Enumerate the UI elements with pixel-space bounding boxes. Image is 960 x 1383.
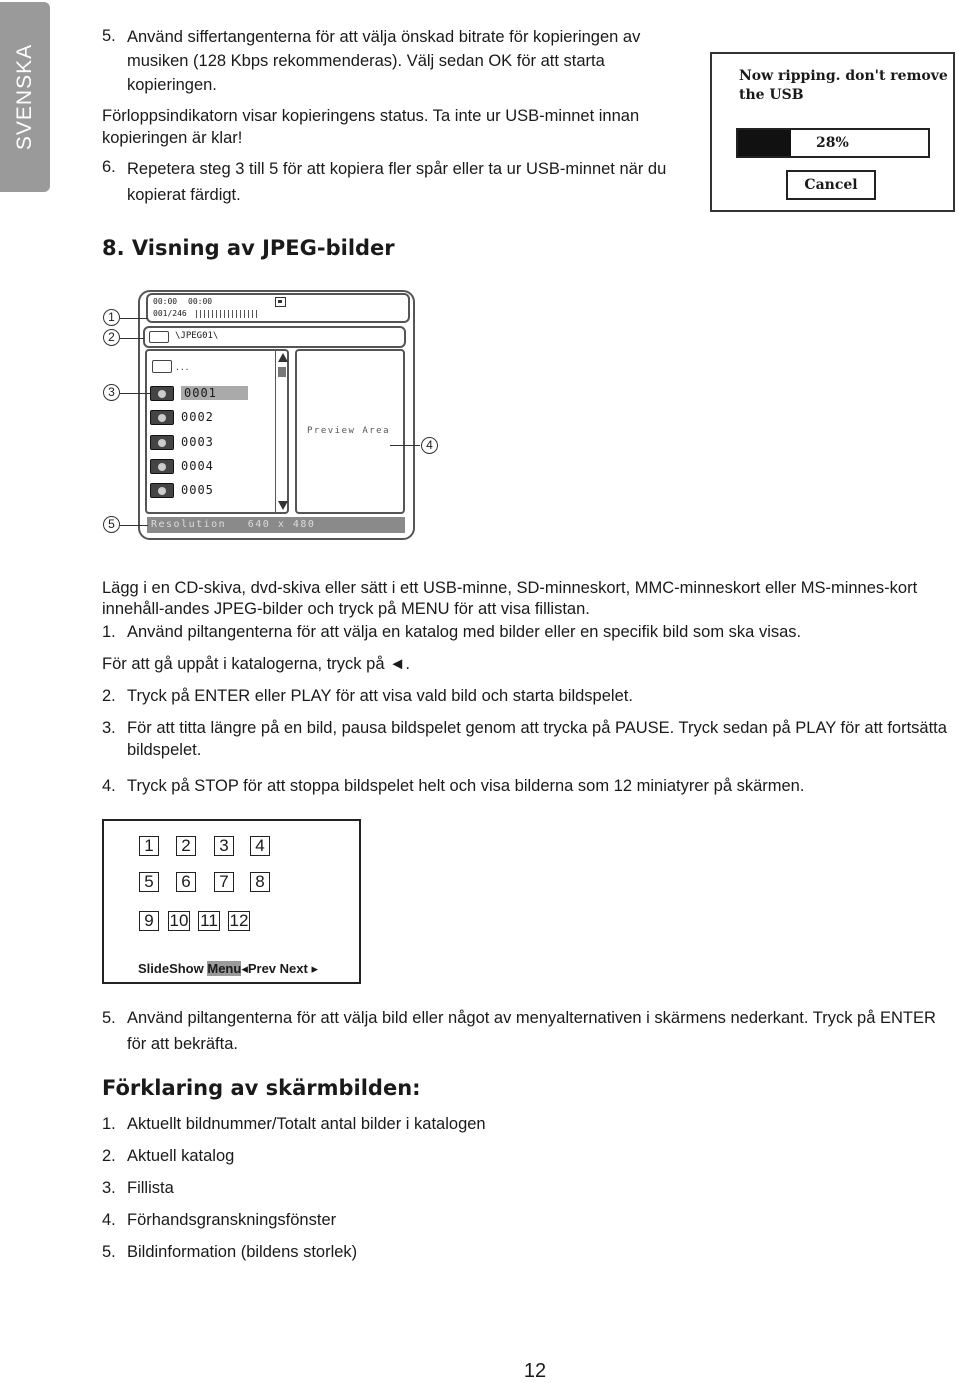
time-left: 00:00 <box>153 297 178 306</box>
thumbnail-9[interactable]: 9 <box>139 911 159 931</box>
prev-button[interactable]: ◂Prev <box>241 961 277 976</box>
step-text: Använd piltangenterna för att välja bild eller något av menyalternativen i skärmens nederkant. Tryck på ENTER för att bekräfta. <box>127 1009 936 1053</box>
scroll-thumb[interactable] <box>278 367 286 377</box>
thumbnail-6[interactable]: 6 <box>176 872 196 892</box>
thumbnail-7[interactable]: 7 <box>214 872 234 892</box>
legend-number: 2. <box>102 1147 116 1165</box>
legend-text: Aktuellt bildnummer/Totalt antal bilder i katalogen <box>127 1115 486 1133</box>
cancel-button[interactable]: Cancel <box>786 170 876 200</box>
time-right: 00:00 <box>188 297 213 306</box>
step-text: Använd piltangenterna för att välja en katalog med bilder eller en specifik bild som ska visas. <box>127 623 802 641</box>
step-number: 1. <box>102 623 116 641</box>
legend-item <box>102 1177 702 1209</box>
scroll-up-icon[interactable] <box>278 353 288 362</box>
ripping-message: Now ripping. don't remove the USB <box>739 68 948 103</box>
leader-line <box>120 393 150 394</box>
status-bar <box>146 293 410 323</box>
file-item[interactable] <box>150 457 220 475</box>
callout-4: 4 <box>421 437 438 454</box>
step-1 <box>102 621 952 643</box>
thumbnail-10[interactable]: 10 <box>169 911 189 930</box>
menu-button[interactable]: Menu <box>207 961 242 976</box>
leader-line <box>120 525 148 526</box>
legend-heading: Förklaring av skärmbilden: <box>102 1076 421 1100</box>
step-5 <box>102 25 672 97</box>
next-button[interactable]: Next ▸ <box>279 961 318 976</box>
legend-number: 5. <box>102 1243 116 1261</box>
stop-icon <box>275 297 286 307</box>
thumbnail-3[interactable]: 3 <box>214 836 234 856</box>
resolution-value: 640 x 480 <box>247 519 316 530</box>
ripping-progress-bar <box>736 128 930 158</box>
thumbnail-1[interactable]: 1 <box>139 836 159 856</box>
thumbnail-11[interactable]: 11 <box>198 911 220 931</box>
legend-text: Aktuell katalog <box>127 1147 235 1165</box>
legend-item <box>102 1241 702 1273</box>
callout-1: 1 <box>103 309 120 326</box>
scroll-down-icon[interactable] <box>278 501 288 510</box>
legend-number: 3. <box>102 1179 116 1197</box>
legend-text: Fillista <box>127 1179 174 1197</box>
legend-item <box>102 1113 702 1145</box>
image-file-icon <box>150 435 174 450</box>
leader-line <box>390 445 420 446</box>
legend-item <box>102 1209 702 1241</box>
resolution-label: Resolution <box>151 519 227 530</box>
language-tab <box>0 2 50 192</box>
image-file-icon <box>150 483 174 498</box>
step-text: Använd siffertangenterna för att välja önskad bitrate för kopieringen av musiken (128 Kbps rekommenderas). Välj sedan OK för att starta kopieringen. <box>127 28 641 94</box>
image-file-icon <box>150 410 174 425</box>
language-tab-label: SVENSKA <box>13 43 36 151</box>
legend-item <box>102 1145 702 1177</box>
step-2 <box>102 685 952 707</box>
folder-icon <box>149 331 169 343</box>
legend-number: 1. <box>102 1115 116 1133</box>
file-name: 0005 <box>181 483 214 497</box>
resolution-bar <box>147 517 405 533</box>
file-name: 0004 <box>181 459 214 473</box>
legend-text: Bildinformation (bildens storlek) <box>127 1243 358 1261</box>
intro-paragraph: Lägg i en CD-skiva, dvd-skiva eller sätt i ett USB-minne, SD-minneskort, MMC-minneskort eller MS-minnes-kort innehåll-andes JPEG-bilder och tryck på MENU för att visa fillistan. <box>102 579 918 618</box>
step-3 <box>102 717 952 761</box>
image-file-icon <box>150 459 174 474</box>
preview-label: Preview Area <box>307 426 391 436</box>
callout-3: 3 <box>103 384 120 401</box>
step-number: 6. <box>102 158 116 176</box>
step-1-note: För att gå uppåt i katalogerna, tryck på ◄. <box>102 655 410 673</box>
folder-icon <box>152 360 172 373</box>
ripping-dialog <box>710 52 955 212</box>
legend-number: 4. <box>102 1211 116 1229</box>
leader-line <box>120 318 148 319</box>
level-meter <box>196 310 258 318</box>
step-text: För att titta längre på en bild, pausa bildspelet genom att trycka på PAUSE. Tryck sedan på PLAY för att fortsätta bildspelet. <box>127 719 947 759</box>
ripping-progress-fill <box>738 130 791 156</box>
callout-5: 5 <box>103 516 120 533</box>
thumbnail-menu-bar <box>138 961 318 977</box>
thumbnail-4[interactable]: 4 <box>250 836 270 856</box>
preview-area <box>295 349 405 514</box>
step-5-select <box>102 1005 952 1057</box>
thumbnail-screen <box>102 819 361 984</box>
current-path-bar <box>143 326 406 348</box>
leader-line <box>120 338 144 339</box>
step-4 <box>102 775 952 797</box>
callout-2: 2 <box>103 329 120 346</box>
image-file-icon <box>150 386 174 401</box>
thumbnail-5[interactable]: 5 <box>139 872 159 892</box>
step-number: 5. <box>102 27 116 45</box>
thumbnail-2[interactable]: 2 <box>176 836 196 856</box>
legend-text: Förhandsgranskningsfönster <box>127 1211 337 1229</box>
step-text: Tryck på STOP för att stoppa bildspelet helt och visa bilderna som 12 miniatyrer på skärmen. <box>127 777 805 795</box>
file-item[interactable] <box>150 408 220 426</box>
top-steps <box>102 25 672 208</box>
page-number: 12 <box>523 1360 547 1382</box>
thumbnail-8[interactable]: 8 <box>250 872 270 892</box>
step-text: Tryck på ENTER eller PLAY för att visa vald bild och starta bildspelet. <box>127 687 633 705</box>
file-name: 0001 <box>181 386 248 400</box>
file-item[interactable] <box>150 433 220 451</box>
step-number: 5. <box>102 1009 116 1027</box>
thumbnail-12[interactable]: 12 <box>229 911 249 930</box>
step-number: 2. <box>102 687 116 705</box>
parent-dir: ... <box>175 363 190 372</box>
step-number: 3. <box>102 719 116 737</box>
slideshow-button[interactable]: SlideShow <box>138 961 204 976</box>
steps-list <box>102 621 952 797</box>
file-name: 0002 <box>181 410 214 424</box>
legend-list <box>102 1113 702 1273</box>
file-item[interactable] <box>150 384 248 402</box>
ripping-progress-label: 28% <box>816 135 849 151</box>
file-item[interactable] <box>150 481 220 499</box>
current-path: \JPEG01\ <box>175 331 219 341</box>
step-number: 4. <box>102 777 116 795</box>
step-6 <box>102 156 672 208</box>
section-heading: 8. Visning av JPEG-bilder <box>102 236 395 260</box>
progress-note: Förloppsindikatorn visar kopieringens status. Ta inte ur USB-minnet innan kopieringen är klar! <box>102 107 640 147</box>
image-counter: 001/246 <box>153 309 187 318</box>
file-name: 0003 <box>181 435 214 449</box>
step-text: Repetera steg 3 till 5 för att kopiera fler spår eller ta ur USB-minnet när du kopierat färdigt. <box>127 160 667 204</box>
